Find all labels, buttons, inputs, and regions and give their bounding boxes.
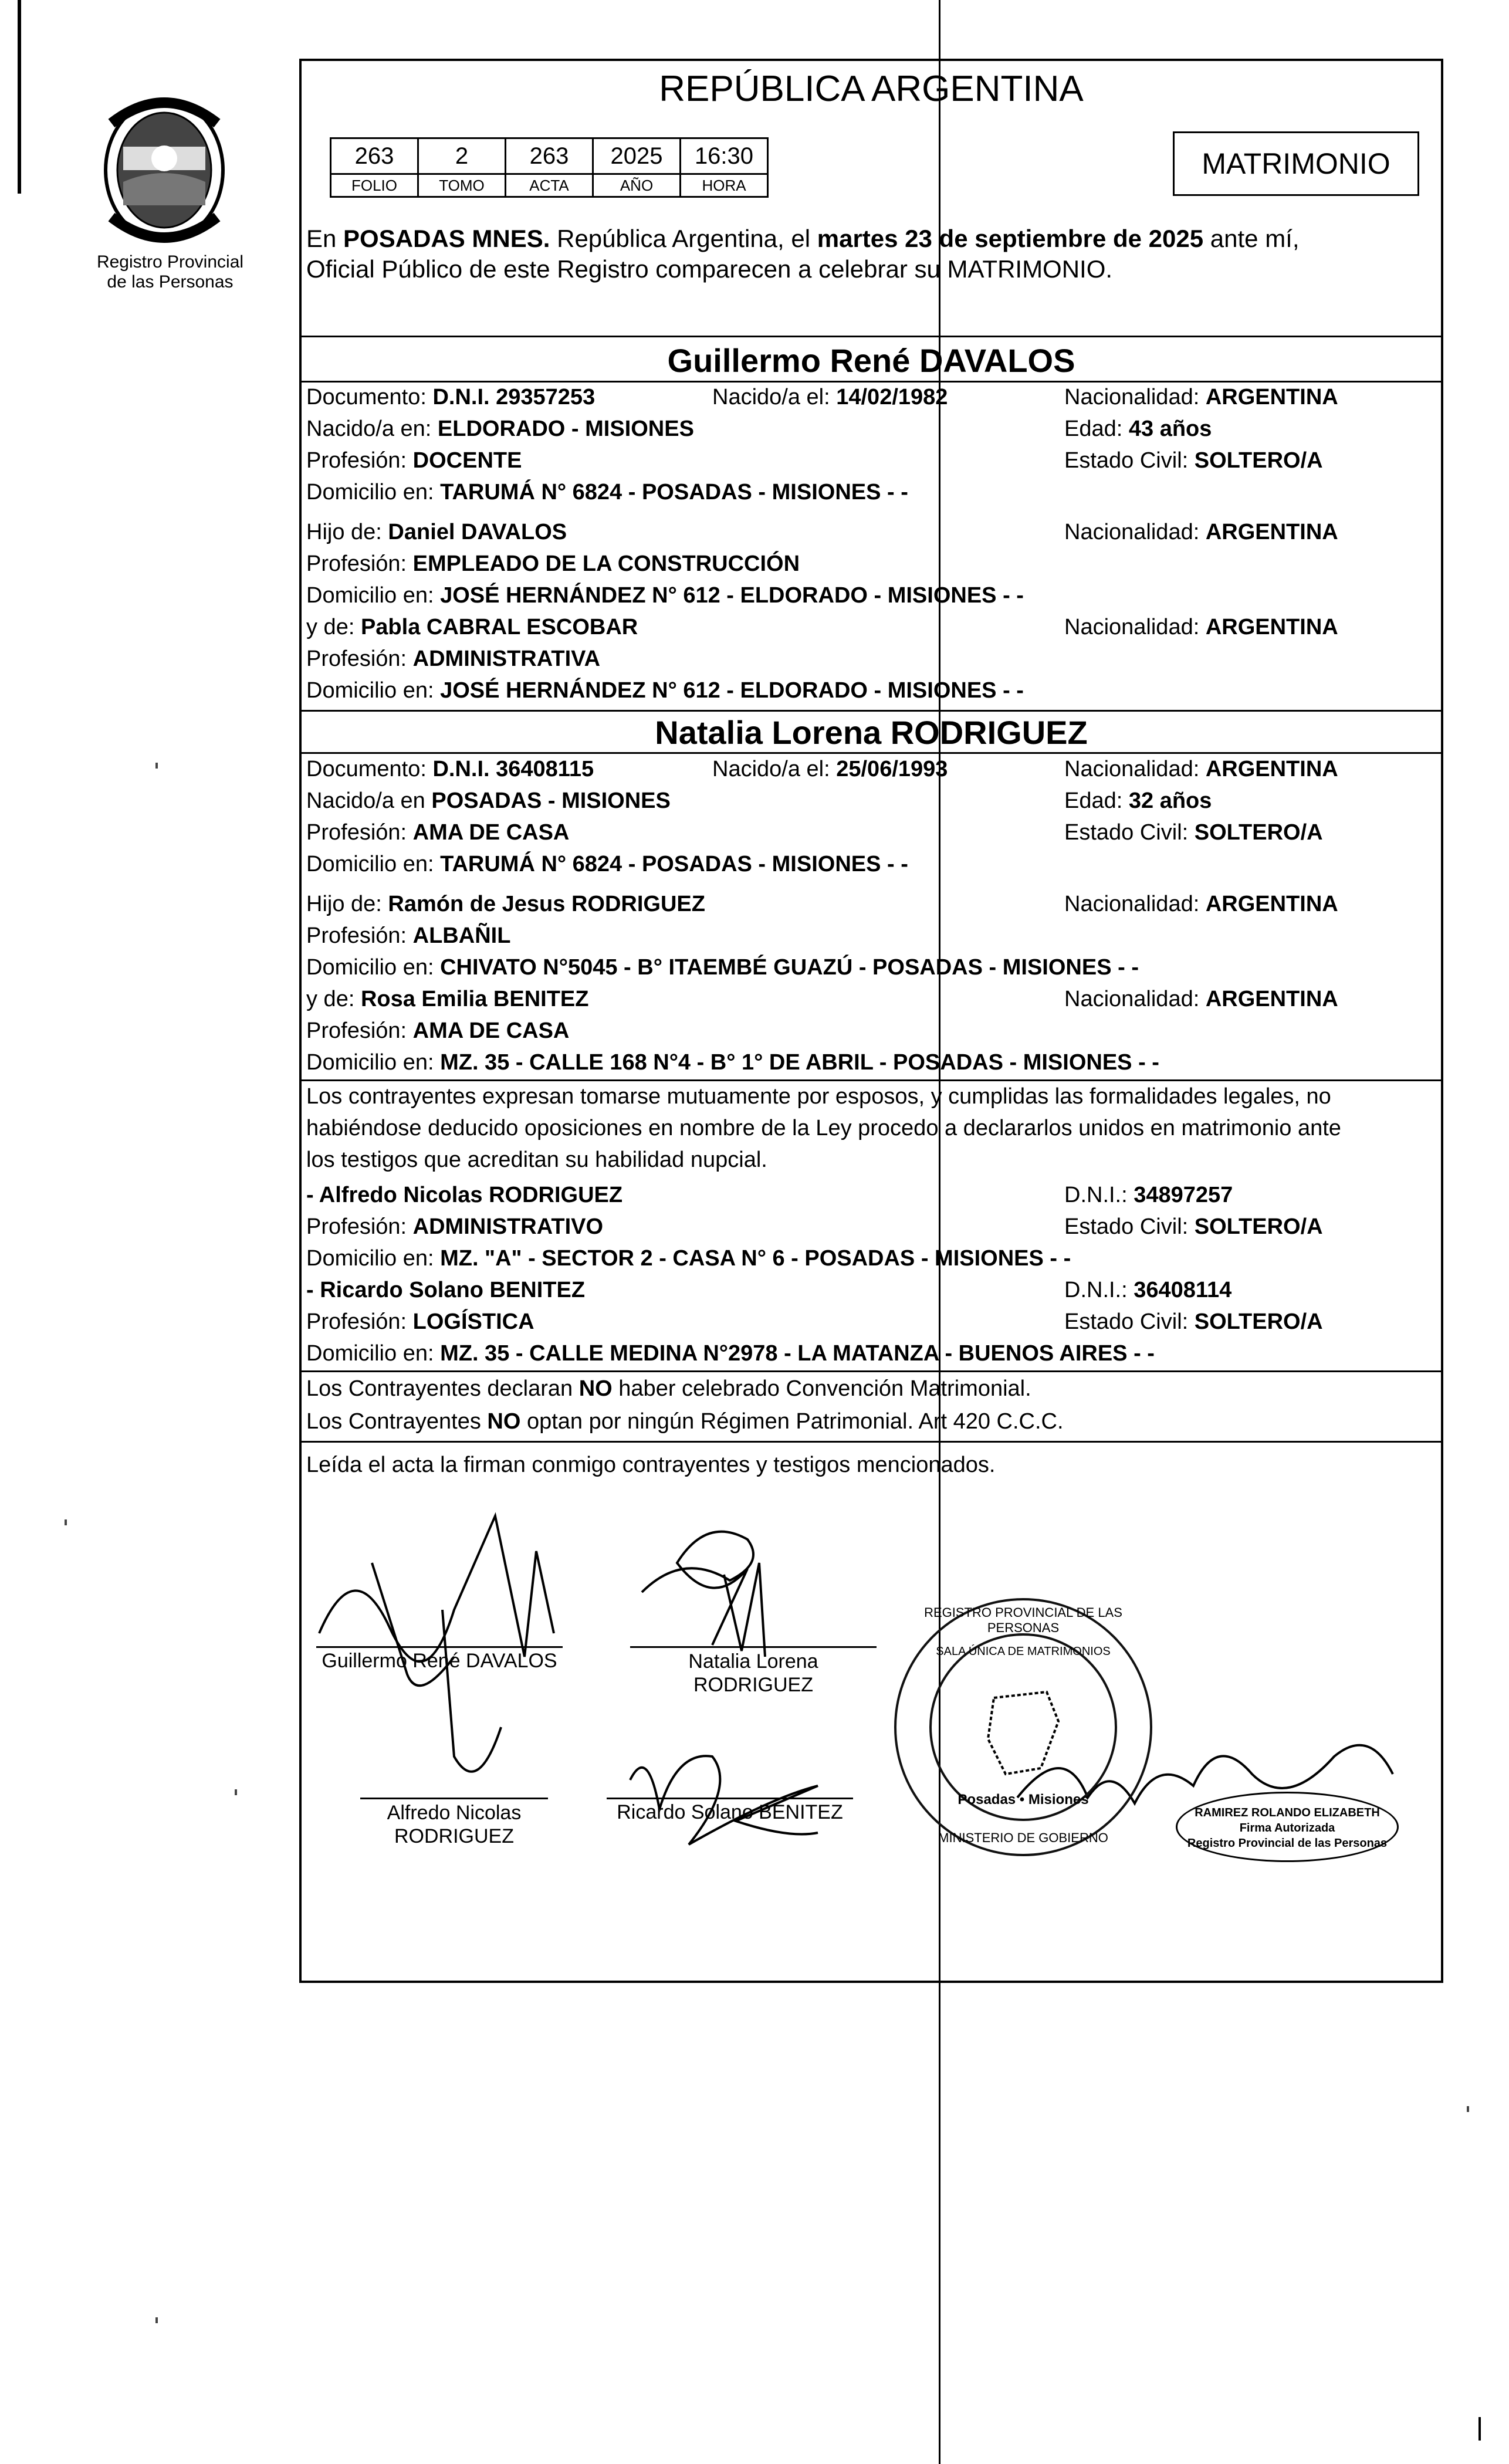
label: Nacido/a en: [306,417,438,441]
marriage-certificate-form [299,59,1443,1983]
registry-logo [88,88,241,264]
spouse2-mother-profession [306,1017,569,1044]
witness1-address [306,1245,1071,1272]
value: ARGENTINA [1205,892,1338,916]
province-shield-icon [88,88,241,276]
spouse1-birthplace [306,415,694,442]
witness2-name: - Ricardo Solano BENITEZ [306,1278,586,1302]
province-map-icon [976,1686,1070,1780]
value: EMPLEADO DE LA CONSTRUCCIÓN [412,551,800,576]
value: AMA DE CASA [412,1018,570,1043]
label: Profesión: [306,1018,413,1043]
spouse2-father-profession [306,922,510,949]
value: ARGENTINA [1205,615,1338,639]
negation: NO [487,1409,521,1434]
intro-line-1 [306,225,1300,252]
intro-text: República Argentina, el [550,225,817,252]
signature-label-spouse2 [630,1650,877,1697]
official-signature-stamp [1176,1792,1399,1862]
spouse2-birthdate [712,756,948,783]
spouse1-mother-nationality [1064,614,1338,641]
official-office: Registro Provincial de las Personas [1187,1837,1388,1850]
label: Domicilio en: [306,1050,441,1075]
label: y de: [306,987,361,1011]
label: Nacionalidad: [1064,520,1206,544]
signature-label-line: RODRIGUEZ [693,1674,813,1696]
value: SOLTERO/A [1194,1309,1323,1334]
value: 25/06/1993 [836,757,948,781]
logo-caption-line2: de las Personas [107,272,234,292]
tomo-label: TOMO [418,174,506,197]
value: D.N.I. 29357253 [432,385,596,409]
label: D.N.I.: [1064,1278,1134,1302]
left-margin-line [18,0,21,194]
logo-caption-line1: Registro Provincial [96,252,244,272]
seal-bottom-text: Posadas • Misiones [957,1792,1089,1808]
spouse1-profession [306,447,522,474]
acta-label: ACTA [506,174,593,197]
label: Profesión: [306,820,413,845]
value: SOLTERO/A [1194,448,1323,473]
section-divider [302,752,1441,754]
seal-ministry-text: MINISTERIO DE GOBIERNO [938,1830,1108,1845]
witness2-profession [306,1308,534,1335]
label: Domicilio en: [306,955,441,980]
value: 43 años [1128,417,1212,441]
signature-label-line: Natalia Lorena [688,1650,818,1673]
section-divider [302,336,1441,337]
seal-outer-text: REGISTRO PROVINCIAL DE LAS PERSONAS [924,1605,1122,1635]
witness2-dni [1064,1277,1231,1304]
label: Nacido/a el: [712,757,837,781]
record-number-table [330,137,769,198]
label: Edad: [1064,417,1129,441]
document-title: REPÚBLICA ARGENTINA [659,69,1084,109]
label: Edad: [1064,788,1129,813]
label: Estado Civil: [1064,820,1195,845]
label: Nacido/a en [306,788,432,813]
seal-inner-text: SALA ÚNICA DE MATRIMONIOS [936,1645,1111,1658]
text: Los Contrayentes [306,1409,488,1434]
scan-mark [65,1519,67,1525]
ano-value: 2025 [593,138,681,174]
record-type-label: MATRIMONIO [1202,147,1390,180]
spouse2-father [306,891,705,918]
regime-statement [306,1408,1064,1435]
spouse1-father-nationality [1064,519,1338,546]
value: SOLTERO/A [1194,820,1323,845]
ano-label: AÑO [593,174,681,197]
hora-value: 16:30 [681,138,768,174]
value: TARUMÁ N° 6824 - POSADAS - MISIONES - - [440,480,908,505]
spouse2-address [306,851,908,878]
value: ALBAÑIL [412,923,511,948]
official-role: Firma Autorizada [1239,1822,1335,1835]
spouse1-father [306,519,567,546]
value: MZ. 35 - CALLE 168 N°4 - B° 1° DE ABRIL - POSADAS - MISIONES - - [440,1050,1159,1075]
value: 34897257 [1134,1183,1233,1207]
label: Nacionalidad: [1064,892,1206,916]
text: Los Contrayentes declaran [306,1376,579,1401]
section-divider [302,381,1441,383]
spouse2-age [1064,787,1212,814]
value: 14/02/1982 [836,385,948,409]
label: Domicilio en: [306,1246,441,1271]
spouse1-birthdate [712,384,948,411]
label: Domicilio en: [306,583,441,608]
spouse1-civil-status [1064,447,1323,474]
spouse1-age [1064,415,1212,442]
spouse2-document [306,756,594,783]
witness2-address [306,1340,1155,1367]
value: TARUMÁ N° 6824 - POSADAS - MISIONES - - [440,852,908,876]
spouse2-name: Natalia Lorena RODRIGUEZ [655,714,1088,751]
spouse1-mother [306,614,638,641]
hora-label: HORA [681,174,768,197]
label: Domicilio en: [306,1341,441,1366]
label: Nacionalidad: [1064,385,1206,409]
witness1-profession [306,1213,603,1240]
signature-label-witness2: Ricardo Solano BENITEZ [617,1801,843,1823]
spouse1-father-profession [306,550,800,577]
signature-line [607,1798,853,1799]
value: ARGENTINA [1205,757,1338,781]
spouse2-mother-nationality [1064,986,1338,1013]
value: ELDORADO - MISIONES [437,417,694,441]
label: Estado Civil: [1064,448,1195,473]
label: Profesión: [306,647,413,671]
spouse1-mother-profession [306,645,600,672]
closing-statement: Leída el acta la firman conmigo contrayentes y testigos mencionados. [306,1453,996,1477]
text: optan por ningún Régimen Patrimonial. Art 420 C.C.C. [520,1409,1064,1434]
value: JOSÉ HERNÁNDEZ N° 612 - ELDORADO - MISIONES - - [440,678,1024,703]
label: Nacionalidad: [1064,987,1206,1011]
label: Domicilio en: [306,480,441,505]
signature-line [360,1798,548,1799]
value: Ramón de Jesus RODRIGUEZ [388,892,705,916]
spouse2-birthplace [306,787,671,814]
spouse2-father-nationality [1064,891,1338,918]
spouse2-mother [306,986,589,1013]
label: Nacionalidad: [1064,615,1206,639]
label: Domicilio en: [306,852,441,876]
spouse1-name: Guillermo René DAVALOS [667,342,1075,379]
section-divider [302,1441,1441,1443]
value: 36408114 [1134,1278,1232,1302]
signature-label-line: Alfredo Nicolas [387,1802,522,1824]
value: Pabla CABRAL ESCOBAR [360,615,638,639]
witness1-name: - Alfredo Nicolas RODRIGUEZ [306,1183,623,1207]
acta-value: 263 [506,138,593,174]
folio-value: 263 [331,138,418,174]
scan-mark [1478,2417,1481,2441]
label: Hijo de: [306,892,388,916]
intro-text: ante mí, [1203,225,1300,252]
label: Profesión: [306,923,413,948]
value: ARGENTINA [1205,520,1338,544]
value: ARGENTINA [1205,385,1338,409]
label: Profesión: [306,551,413,576]
spouse1-father-address [306,582,1024,609]
record-type-box [1173,131,1419,196]
spouse1-mother-address [306,677,1024,704]
label: Profesión: [306,1309,413,1334]
section-divider [302,1370,1441,1372]
section-divider [302,710,1441,712]
signature-line [630,1646,877,1648]
value: ADMINISTRATIVA [412,647,601,671]
value: ADMINISTRATIVO [412,1214,604,1239]
signature-label-line: RODRIGUEZ [394,1825,514,1847]
logo-caption [82,252,258,292]
scan-mark [155,2317,158,2323]
value: JOSÉ HERNÁNDEZ N° 612 - ELDORADO - MISIONES - - [440,583,1024,608]
scan-mark [155,763,158,769]
label: Hijo de: [306,520,388,544]
label: D.N.I.: [1064,1183,1134,1207]
witness2-civil-status [1064,1308,1323,1335]
value: D.N.I. 36408115 [432,757,594,781]
spouse2-father-address [306,954,1139,981]
value: MZ. "A" - SECTOR 2 - CASA N° 6 - POSADAS - MISIONES - - [440,1246,1071,1271]
value: MZ. 35 - CALLE MEDINA N°2978 - LA MATANZA - BUENOS AIRES - - [440,1341,1155,1366]
intro-date: martes 23 de septiembre de 2025 [817,225,1204,252]
value: 32 años [1128,788,1212,813]
spouse1-nationality [1064,384,1338,411]
value: ARGENTINA [1205,987,1338,1011]
spouse1-document [306,384,595,411]
scan-mark [235,1789,237,1795]
folio-label: FOLIO [331,174,418,197]
declaration-line-3: los testigos que acreditan su habilidad nupcial. [306,1148,767,1172]
label: Documento: [306,385,433,409]
official-seal [894,1598,1152,1856]
signature-line [316,1646,563,1648]
spouse2-mother-address [306,1049,1159,1076]
negation: NO [578,1376,613,1401]
declaration-line-2: habiéndose deducido oposiciones en nombre de la Ley procedo a declararlos unidos en matrimonio ante [306,1116,1341,1140]
witness1-dni [1064,1182,1233,1209]
value: DOCENTE [412,448,522,473]
value: AMA DE CASA [412,820,570,845]
intro-city: POSADAS MNES. [343,225,550,252]
spouse1-address [306,479,908,506]
label: Estado Civil: [1064,1309,1195,1334]
label: Profesión: [306,448,413,473]
value: Daniel DAVALOS [388,520,567,544]
value: CHIVATO N°5045 - B° ITAEMBÉ GUAZÚ - POSADAS - MISIONES - - [440,955,1139,980]
section-divider [302,1079,1441,1081]
label: Domicilio en: [306,678,441,703]
convention-statement [306,1375,1031,1402]
value: POSADAS - MISIONES [431,788,671,813]
signature-label-witness1 [360,1801,548,1848]
signature-label-spouse1: Guillermo René DAVALOS [322,1650,557,1672]
value: Rosa Emilia BENITEZ [360,987,589,1011]
witness1-civil-status [1064,1213,1323,1240]
spouse2-nationality [1064,756,1338,783]
label: Profesión: [306,1214,413,1239]
spouse2-civil-status [1064,819,1323,846]
value: SOLTERO/A [1194,1214,1323,1239]
intro-text: En [306,225,344,252]
text: haber celebrado Convención Matrimonial. [612,1376,1031,1401]
scan-mark [1467,2106,1469,2112]
label: Nacionalidad: [1064,757,1206,781]
label: Documento: [306,757,433,781]
label: Nacido/a el: [712,385,837,409]
official-name: RAMIREZ ROLANDO ELIZABETH [1195,1806,1380,1819]
label: Estado Civil: [1064,1214,1195,1239]
value: LOGÍSTICA [412,1309,534,1334]
tomo-value: 2 [418,138,506,174]
spouse2-profession [306,819,569,846]
label: y de: [306,615,361,639]
intro-line-2: Oficial Público de este Registro comparecen a celebrar su MATRIMONIO. [306,255,1113,283]
declaration-line-1: Los contrayentes expresan tomarse mutuamente por esposos, y cumplidas las formalidades legales, no [306,1084,1331,1109]
